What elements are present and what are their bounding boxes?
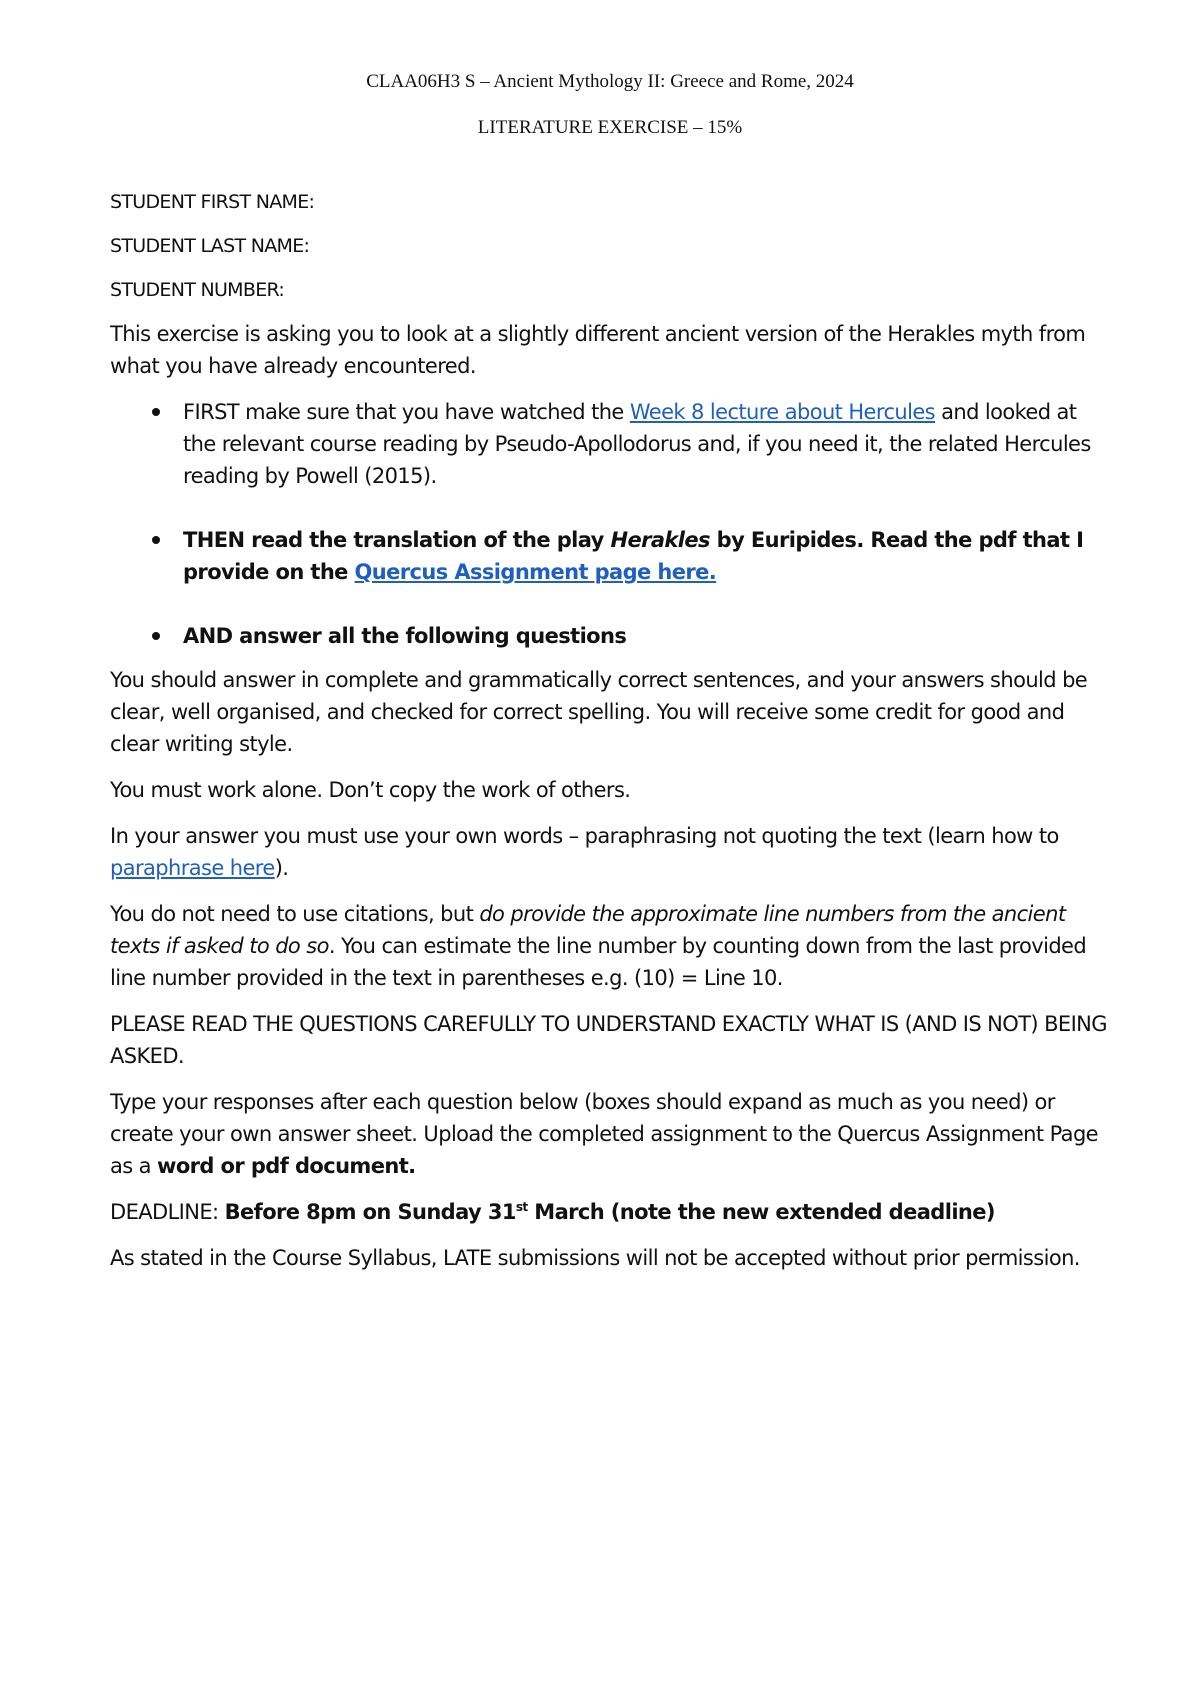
quercus-assignment-link[interactable]: Quercus Assignment page here.: [354, 560, 717, 584]
answer-style-paragraph: You should answer in complete and grammatically correct sentences, and your answers should be clear, well organised, and checked for correct spelling. You will receive some credit for good and clear writing style.: [110, 668, 1088, 756]
deadline-label: DEADLINE:: [110, 1200, 225, 1224]
paraphrase-pre-text: In your answer you must use your own words – paraphrasing not quoting the text (learn how to: [110, 824, 1059, 848]
document-content: [110, 70, 1110, 1288]
intro-paragraph: This exercise is asking you to look at a slightly different ancient version of the Herakles myth from what you have already encountered.: [110, 322, 1086, 378]
first-post-text: and looked at the relevant course reading by Pseudo-Apollodorus and, if you need it, the related Hercules reading by Powell (2015).: [183, 400, 1091, 488]
student-number-field: STUDENT NUMBER:: [110, 279, 285, 301]
paraphrase-paragraph: [110, 820, 1110, 884]
late-policy-paragraph: As stated in the Course Syllabus, LATE submissions will not be accepted without prior permission.: [110, 1246, 1080, 1270]
upload-format-text: word or pdf document.: [157, 1154, 416, 1178]
play-title: Herakles: [610, 528, 710, 552]
course-header: CLAA06H3 S – Ancient Mythology II: Greece and Rome, 2024: [366, 71, 854, 92]
read-carefully-paragraph: PLEASE READ THE QUESTIONS CAREFULLY TO UNDERSTAND EXACTLY WHAT IS (AND IS NOT) BEING ASKED.: [110, 1012, 1107, 1068]
citations-pre-text: You do not need to use citations, but: [110, 902, 480, 926]
week8-lecture-link[interactable]: Week 8 lecture about Hercules: [629, 400, 936, 424]
instruction-list: [110, 396, 1110, 652]
second-mid-text: by Euripides. Read the pdf that I provide on the: [183, 528, 1084, 584]
list-item-second: [110, 524, 1110, 588]
first-pre-text: FIRST make sure that you have watched the: [183, 400, 630, 424]
paraphrase-link[interactable]: paraphrase here: [110, 856, 275, 880]
last-name-field: STUDENT LAST NAME:: [110, 235, 310, 257]
second-pre-text: THEN read the translation of the play: [183, 528, 611, 552]
citations-italic-text: do provide the approximate line numbers from the ancient texts if asked to do so: [110, 902, 1066, 958]
list-item-third: [110, 620, 1110, 652]
exercise-title: LITERATURE EXERCISE – 15%: [477, 117, 743, 138]
bullet-icon: [152, 536, 160, 544]
bullet-icon: [152, 408, 160, 416]
first-name-field: STUDENT FIRST NAME:: [110, 191, 315, 213]
paraphrase-post-text: ).: [274, 856, 289, 880]
citations-post-text: . You can estimate the line number by counting down from the last provided line number provided in the text in parentheses e.g. (10) = Line 10.: [110, 934, 1087, 990]
deadline-note-text: March (note the new extended deadline): [527, 1200, 995, 1224]
bullet-icon: [152, 632, 160, 640]
third-text: AND answer all the following questions: [183, 624, 627, 648]
deadline-date-text: Before 8pm on Sunday 31: [224, 1200, 516, 1224]
work-alone-paragraph: You must work alone. Don’t copy the work of others.: [110, 778, 631, 802]
deadline-ordinal: st: [515, 1200, 528, 1214]
citations-paragraph: [110, 898, 1110, 994]
list-item-first: [110, 396, 1110, 492]
upload-pre-text: Type your responses after each question below (boxes should expand as much as you need) or create your own answer sheet. Upload the completed assignment to the Quercus Assignment Page as a: [110, 1090, 1099, 1178]
deadline-paragraph: [110, 1196, 1110, 1228]
upload-paragraph: [110, 1086, 1110, 1182]
